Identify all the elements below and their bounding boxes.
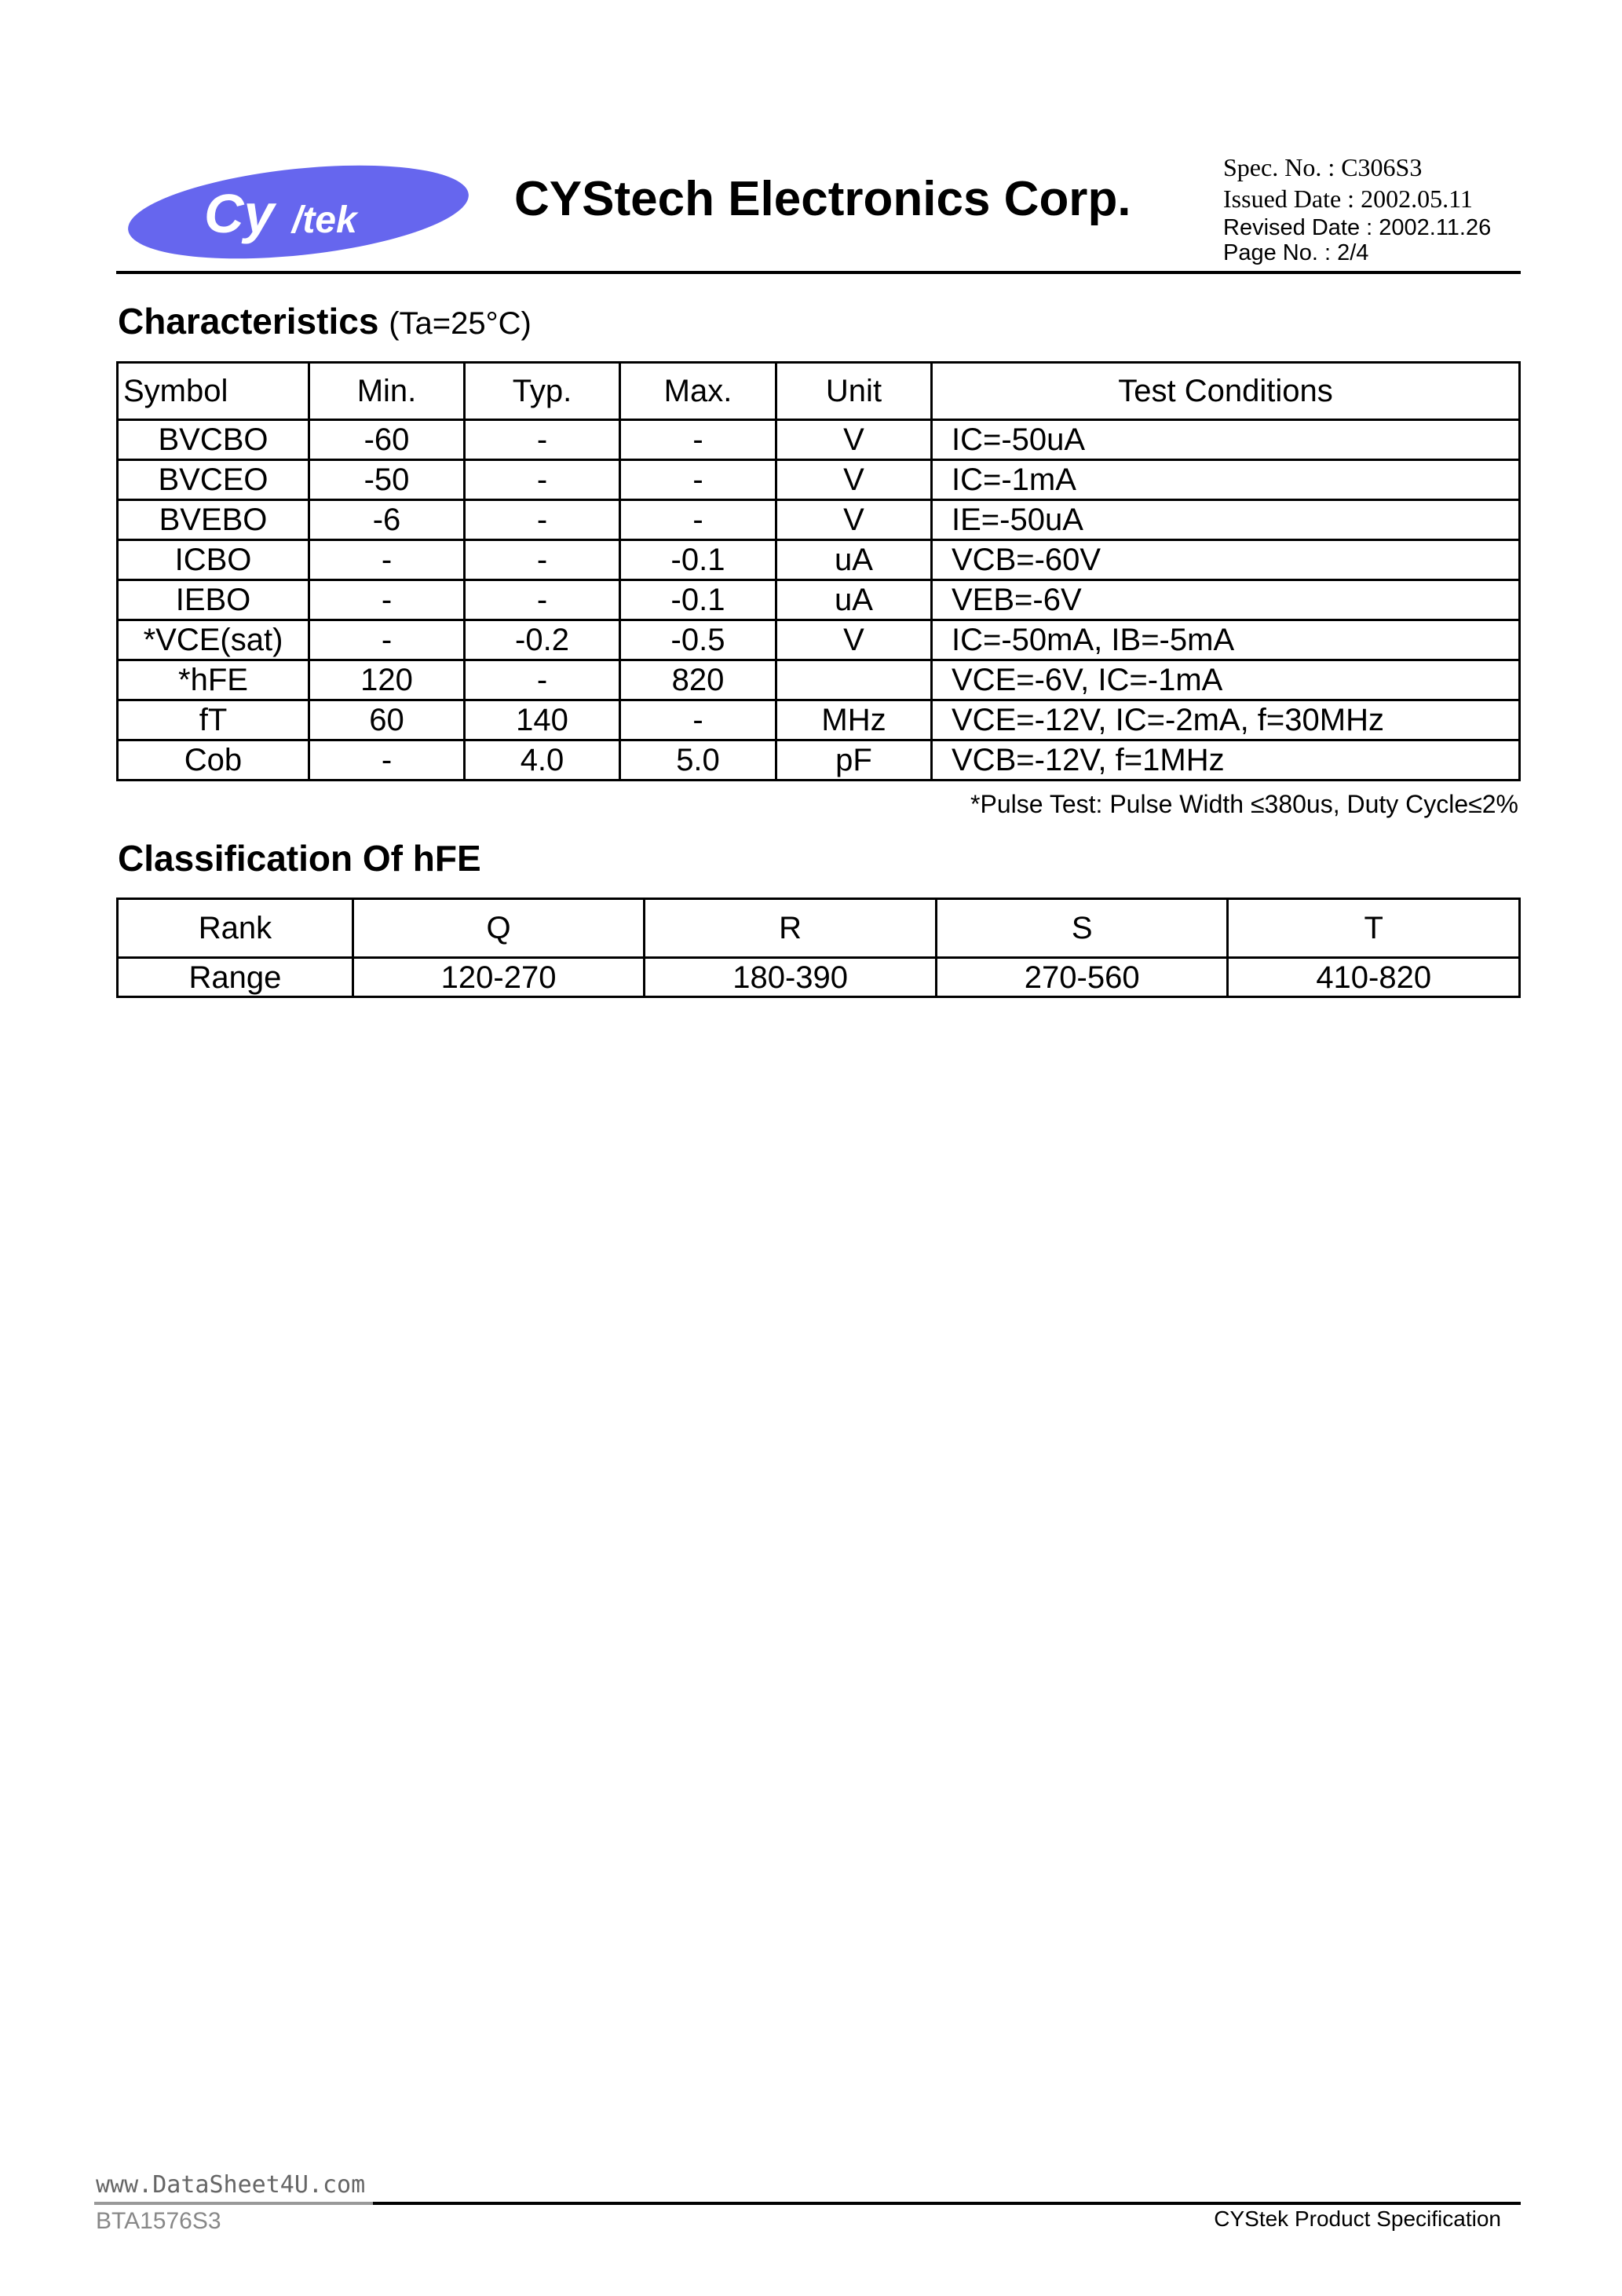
- table-row: [118, 620, 1520, 660]
- table-row: [118, 540, 1520, 580]
- table-cell: 270-560: [936, 958, 1228, 997]
- table-row: [118, 740, 1520, 781]
- test-condition-cell: IC=-50uA: [932, 420, 1520, 460]
- table-cell: V: [776, 460, 932, 500]
- table-row: [118, 660, 1520, 700]
- table-cell: -: [309, 540, 465, 580]
- header-cell: Rank: [118, 899, 353, 958]
- header-cell: T: [1228, 899, 1520, 958]
- test-condition-cell: IC=-50mA, IB=-5mA: [932, 620, 1520, 660]
- table-cell: 4.0: [465, 740, 620, 781]
- table-cell: V: [776, 500, 932, 540]
- table-cell: *hFE: [118, 660, 309, 700]
- footer-divider: [373, 2202, 1521, 2205]
- hfe-classification-table: [116, 898, 1521, 998]
- header-cell: Max.: [620, 363, 776, 420]
- table-cell: -: [465, 420, 620, 460]
- cystek-logo: [126, 163, 471, 261]
- pulse-test-note: *Pulse Test: Pulse Width ≤380us, Duty Cycle≤2%: [970, 790, 1518, 818]
- table-cell: *VCE(sat): [118, 620, 309, 660]
- svg-text:Cy: Cy: [204, 183, 275, 244]
- table-cell: -0.2: [465, 620, 620, 660]
- header-cell: Q: [353, 899, 645, 958]
- table-cell: -: [620, 500, 776, 540]
- characteristics-table: [116, 361, 1521, 781]
- temperature-condition: (Ta=25°C): [389, 306, 532, 341]
- table-cell: -0.5: [620, 620, 776, 660]
- test-condition-cell: VEB=-6V: [932, 580, 1520, 620]
- table-header-row: [118, 899, 1520, 958]
- table-row: [118, 420, 1520, 460]
- table-cell: MHz: [776, 700, 932, 740]
- footer-divider-gray: [94, 2202, 373, 2205]
- svg-text:/tek: /tek: [292, 199, 357, 241]
- table-row: [118, 700, 1520, 740]
- characteristics-heading: [118, 300, 532, 342]
- table-cell: -: [309, 740, 465, 781]
- table-cell: 180-390: [645, 958, 937, 997]
- table-cell: -: [465, 540, 620, 580]
- table-cell: -60: [309, 420, 465, 460]
- test-condition-cell: IC=-1mA: [932, 460, 1520, 500]
- table-cell: Cob: [118, 740, 309, 781]
- table-cell: 60: [309, 700, 465, 740]
- table-cell: 410-820: [1228, 958, 1520, 997]
- table-cell: -50: [309, 460, 465, 500]
- table-cell: BVEBO: [118, 500, 309, 540]
- table-cell: -: [309, 580, 465, 620]
- table-row: [118, 460, 1520, 500]
- table-cell: -: [465, 460, 620, 500]
- header-cell: S: [936, 899, 1228, 958]
- table-cell: IEBO: [118, 580, 309, 620]
- header-cell: Symbol: [118, 363, 309, 420]
- table-cell: -: [620, 700, 776, 740]
- table-cell: [776, 660, 932, 700]
- table-cell: V: [776, 420, 932, 460]
- table-cell: fT: [118, 700, 309, 740]
- header-divider: [116, 271, 1521, 274]
- header-cell: R: [645, 899, 937, 958]
- test-condition-cell: VCB=-60V: [932, 540, 1520, 580]
- company-name: CYStech Electronics Corp.: [514, 172, 1131, 226]
- table-cell: ICBO: [118, 540, 309, 580]
- table-cell: BVCEO: [118, 460, 309, 500]
- header-cell: Test Conditions: [932, 363, 1520, 420]
- test-condition-cell: IE=-50uA: [932, 500, 1520, 540]
- table-cell: 140: [465, 700, 620, 740]
- table-cell: -0.1: [620, 540, 776, 580]
- table-cell: -: [309, 620, 465, 660]
- revised-date: Revised Date : 2002.11.26: [1223, 215, 1492, 240]
- table-row: [118, 500, 1520, 540]
- table-cell: Range: [118, 958, 353, 997]
- part-number: BTA1576S3: [96, 2208, 221, 2234]
- classification-heading: Classification Of hFE: [118, 838, 481, 879]
- table-cell: 820: [620, 660, 776, 700]
- table-cell: pF: [776, 740, 932, 781]
- table-cell: -: [465, 660, 620, 700]
- heading-text: Characteristics: [118, 301, 379, 342]
- table-cell: -: [620, 420, 776, 460]
- table-cell: -: [465, 500, 620, 540]
- header-cell: Min.: [309, 363, 465, 420]
- table-cell: uA: [776, 540, 932, 580]
- header-cell: Typ.: [465, 363, 620, 420]
- table-cell: 5.0: [620, 740, 776, 781]
- table-cell: BVCBO: [118, 420, 309, 460]
- page-number: Page No. : 2/4: [1223, 240, 1369, 265]
- table-cell: uA: [776, 580, 932, 620]
- test-condition-cell: VCB=-12V, f=1MHz: [932, 740, 1520, 781]
- spec-number: Spec. No. : C306S3: [1223, 153, 1423, 181]
- issued-date: Issued Date : 2002.05.11: [1223, 185, 1473, 213]
- test-condition-cell: VCE=-6V, IC=-1mA: [932, 660, 1520, 700]
- footer-watermark: www.DataSheet4U.com: [96, 2171, 366, 2199]
- test-condition-cell: VCE=-12V, IC=-2mA, f=30MHz: [932, 700, 1520, 740]
- table-cell: 120: [309, 660, 465, 700]
- table-row: [118, 958, 1520, 997]
- table-cell: 120-270: [353, 958, 645, 997]
- table-cell: -: [620, 460, 776, 500]
- table-header-row: [118, 363, 1520, 420]
- table-cell: -: [465, 580, 620, 620]
- table-cell: -6: [309, 500, 465, 540]
- table-cell: V: [776, 620, 932, 660]
- table-row: [118, 580, 1520, 620]
- table-cell: -0.1: [620, 580, 776, 620]
- footer-spec-label: CYStek Product Specification: [1214, 2206, 1501, 2231]
- header-cell: Unit: [776, 363, 932, 420]
